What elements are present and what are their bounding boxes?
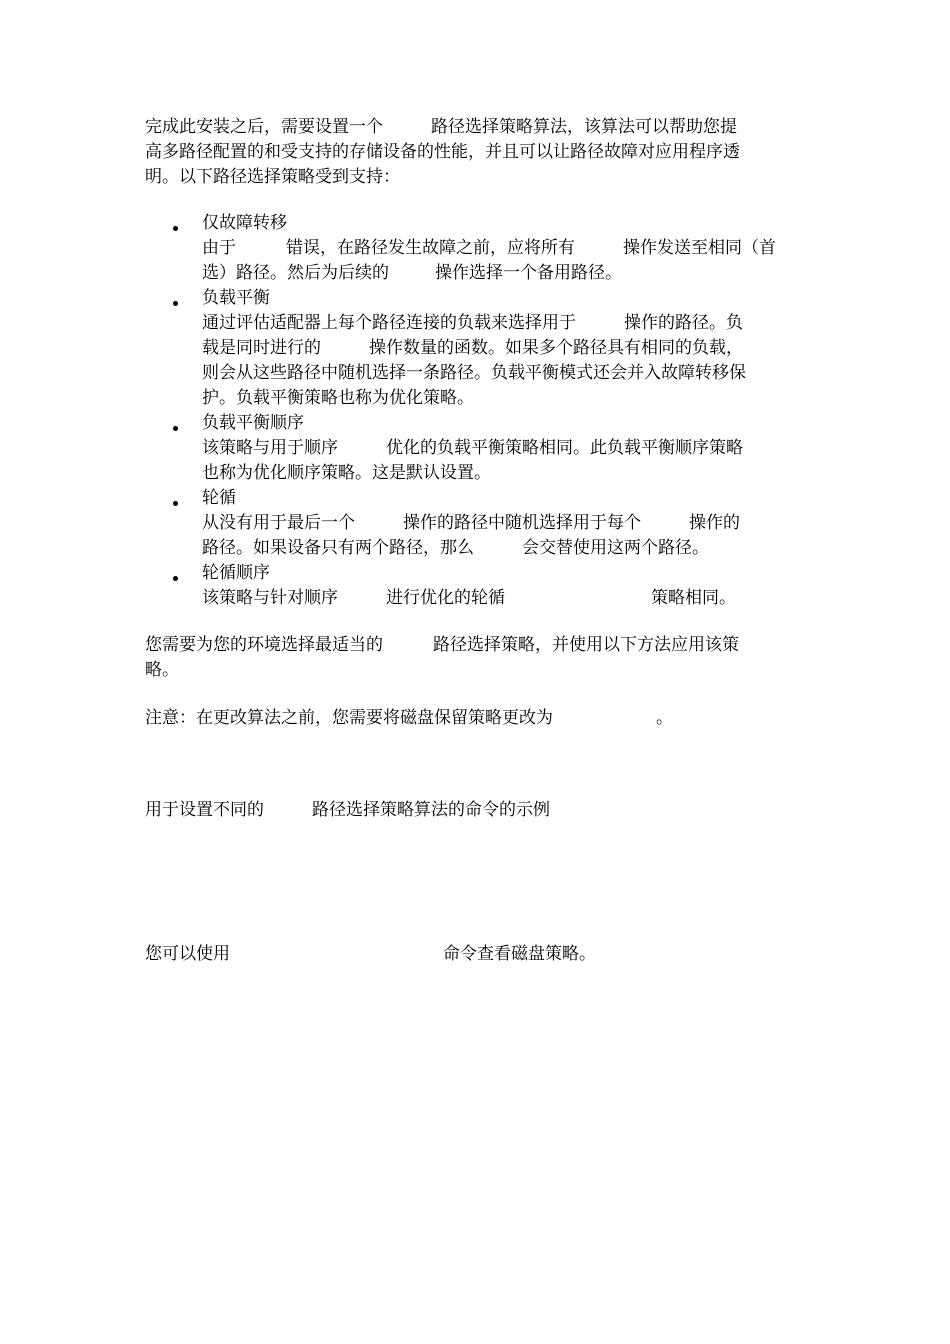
text-segment: 通过评估适配器上每个路径连接的负载来选择用于 — [202, 313, 576, 333]
text-segment: 会交替使用这两个路径。 — [522, 538, 709, 558]
intro-line-1 — [145, 115, 737, 139]
text-segment: 操作的路径中随机选择用于每个 — [403, 513, 641, 533]
text-segment: 由于 — [202, 238, 236, 258]
text-segment: 完成此安装之后，需要设置一个 — [145, 117, 383, 137]
text-segment: 操作数量的函数。如果多个路径具有相同的负载， — [369, 338, 743, 358]
text-segment: 进行优化的轮循 — [386, 588, 505, 608]
choose-line-2: 略。 — [145, 660, 179, 680]
text-segment: 策略相同。 — [651, 588, 736, 608]
policy-title: 负载平衡顺序 — [202, 413, 304, 433]
example-caption — [145, 798, 550, 822]
policy-desc-line — [202, 586, 736, 610]
text-segment: 操作选择一个备用路径。 — [435, 263, 622, 283]
policy-title: 轮循顺序 — [202, 563, 270, 583]
policy-title: 负载平衡 — [202, 288, 270, 308]
bullet-icon — [173, 426, 178, 431]
text-segment: 该策略与用于顺序 — [202, 438, 338, 458]
bullet-icon — [173, 301, 178, 306]
text-segment: 错误，在路径发生故障之前，应将所有 — [286, 238, 575, 258]
text-segment: 路径选择策略算法，该算法可以帮助您提 — [431, 117, 737, 137]
text-segment: 该策略与针对顺序 — [202, 588, 338, 608]
policy-desc-line — [202, 336, 743, 360]
intro-line-3: 明。以下路径选择策略受到支持： — [145, 167, 400, 187]
text-segment: 用于设置不同的 — [145, 800, 264, 820]
choose-line-1 — [145, 633, 739, 657]
policy-desc-line — [202, 261, 622, 285]
bullet-icon — [173, 576, 178, 581]
policy-title: 仅故障转移 — [202, 213, 287, 233]
text-segment: 操作发送至相同（首 — [623, 238, 776, 258]
policy-desc-line: 护。负载平衡策略也称为优化策略。 — [202, 388, 474, 408]
bullet-icon — [173, 501, 178, 506]
text-segment: 操作的 — [689, 513, 740, 533]
policy-desc-line: 则会从这些路径中随机选择一条路径。负载平衡模式还会并入故障转移保 — [202, 363, 746, 383]
policy-desc-line: 也称为优化顺序策略。这是默认设置。 — [202, 463, 491, 483]
text-segment: 您需要为您的环境选择最适当的 — [145, 635, 383, 655]
text-segment: 注意：在更改算法之前，您需要将磁盘保留策略更改为 — [145, 708, 553, 728]
policy-title: 轮循 — [202, 488, 236, 508]
text-segment: 命令查看磁盘策略。 — [443, 944, 596, 964]
text-segment: 优化的负载平衡策略相同。此负载平衡顺序策略 — [386, 438, 743, 458]
policy-desc-line — [202, 236, 776, 260]
intro-line-2: 高多路径配置的和受支持的存储设备的性能，并且可以让路径故障对应用程序透 — [145, 142, 740, 162]
text-segment: 操作的路径。负 — [624, 313, 743, 333]
text-segment: 路径。如果设备只有两个路径，那么 — [202, 538, 474, 558]
policy-desc-line — [202, 511, 740, 535]
bullet-icon — [173, 226, 178, 231]
text-segment: 选）路径。然后为后续的 — [202, 263, 389, 283]
text-segment: 载是同时进行的 — [202, 338, 321, 358]
text-segment: 您可以使用 — [145, 944, 230, 964]
view-policy-line — [145, 942, 596, 966]
policy-desc-line — [202, 536, 709, 560]
policy-desc-line — [202, 436, 743, 460]
note-line — [145, 706, 673, 730]
text-segment: 路径选择策略算法的命令的示例 — [312, 800, 550, 820]
text-segment: 从没有用于最后一个 — [202, 513, 355, 533]
policy-desc-line — [202, 311, 743, 335]
text-segment: 路径选择策略，并使用以下方法应用该策 — [433, 635, 739, 655]
text-segment: 。 — [656, 708, 673, 728]
